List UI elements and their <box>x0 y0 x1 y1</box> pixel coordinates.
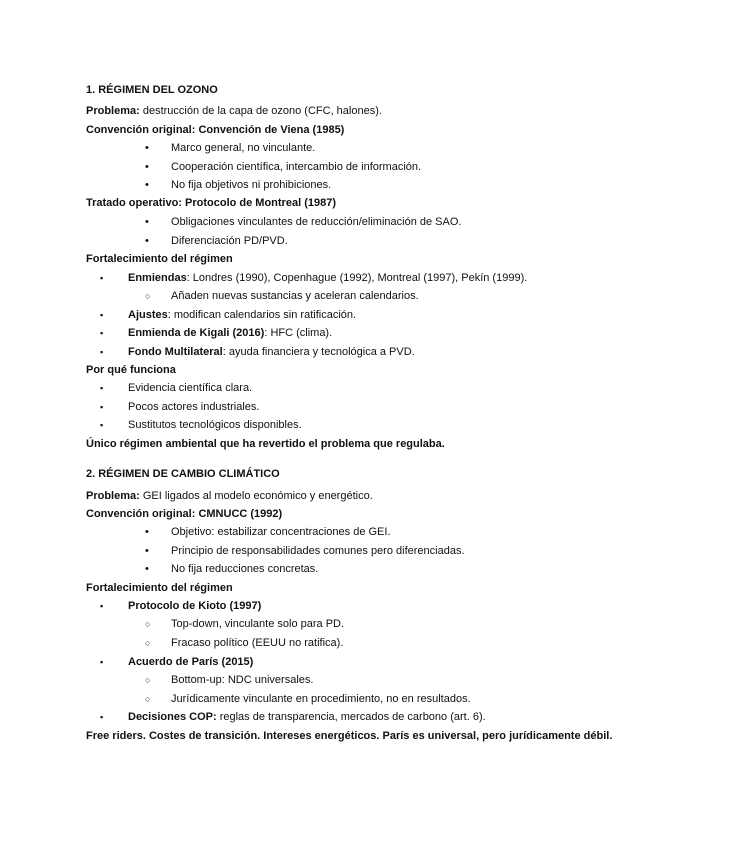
list-item: Fracaso político (EEUU no ratifica). <box>171 637 344 649</box>
kigali-line <box>128 326 332 340</box>
list-item: Evidencia científica clara. <box>128 382 253 394</box>
kioto-label: Protocolo de Kioto (1997) <box>128 600 262 612</box>
list-item: Cooperación científica, intercambio de información. <box>171 161 422 173</box>
cop-text: reglas de transparencia, mercados de carbono (art. 6). <box>216 711 486 723</box>
bullet-square: ▪ <box>100 712 104 722</box>
enmiendas-line <box>128 271 527 285</box>
bullet-square: ▪ <box>100 328 104 338</box>
ajustes-label: Ajustes <box>128 309 168 321</box>
bullet-square: ▪ <box>100 402 104 412</box>
cop-line <box>128 710 486 724</box>
convencion-label: Convención original: CMNUCC (1992) <box>86 508 283 520</box>
problema-label: Problema: <box>86 490 140 502</box>
list-item: Pocos actores industriales. <box>128 401 260 413</box>
problema-label: Problema: <box>86 105 140 117</box>
list-item: Sustitutos tecnológicos disponibles. <box>128 419 302 431</box>
bullet-disc: • <box>145 179 149 191</box>
list-item: Jurídicamente vinculante en procedimiento, no en resultados. <box>171 693 471 705</box>
fortalecimiento-label: Fortalecimiento del régimen <box>86 582 233 594</box>
list-item: Diferenciación PD/PVD. <box>171 235 288 247</box>
bullet-disc: • <box>145 545 149 557</box>
fortalecimiento-label: Fortalecimiento del régimen <box>86 253 233 265</box>
enmiendas-label: Enmiendas <box>128 272 187 284</box>
fondo-line <box>128 345 415 359</box>
ajustes-text: : modifican calendarios sin ratificación. <box>167 309 357 321</box>
kigali-label: Enmienda de Kigali (2016) <box>128 327 265 339</box>
ajustes-line <box>128 308 356 322</box>
ozono-conclusion: Único régimen ambiental que ha revertido el problema que regulaba. <box>86 438 445 450</box>
paris-label: Acuerdo de París (2015) <box>128 656 254 668</box>
bullet-square: ▪ <box>100 383 104 393</box>
bullet-circle: ○ <box>145 638 151 648</box>
bullet-disc: • <box>145 526 149 538</box>
list-item: Principio de responsabilidades comunes pero diferenciadas. <box>171 545 465 557</box>
bullet-square: ▪ <box>100 347 104 357</box>
bullet-square: ▪ <box>100 273 104 283</box>
section-heading-clima: 2. RÉGIMEN DE CAMBIO CLIMÁTICO <box>86 468 280 480</box>
problema-line <box>86 489 373 503</box>
list-item: Obligaciones vinculantes de reducción/eliminación de SAO. <box>171 216 462 228</box>
bullet-disc: • <box>145 216 149 228</box>
tratado-label: Tratado operativo: Protocolo de Montreal (1987) <box>86 197 336 209</box>
fondo-label: Fondo Multilateral <box>128 346 223 358</box>
problema-line <box>86 104 382 118</box>
bullet-circle: ○ <box>145 675 151 685</box>
bullet-disc: • <box>145 161 149 173</box>
problema-text: destrucción de la capa de ozono (CFC, halones). <box>139 105 382 117</box>
clima-conclusion: Free riders. Costes de transición. Intereses energéticos. París es universal, pero jurídicamente débil. <box>86 730 613 742</box>
bullet-circle: ○ <box>145 619 151 629</box>
section-heading-ozono: 1. RÉGIMEN DEL OZONO <box>86 84 218 96</box>
bullet-circle: ○ <box>145 694 151 704</box>
cop-label: Decisiones COP: <box>128 711 217 723</box>
bullet-disc: • <box>145 142 149 154</box>
list-item: Marco general, no vinculante. <box>171 142 316 154</box>
problema-text: GEI ligados al modelo económico y energético. <box>139 490 373 502</box>
list-item: Top-down, vinculante solo para PD. <box>171 618 345 630</box>
bullet-square: ▪ <box>100 310 104 320</box>
bullet-disc: • <box>145 563 149 575</box>
list-item: Añaden nuevas sustancias y aceleran calendarios. <box>171 290 419 302</box>
bullet-square: ▪ <box>100 601 104 611</box>
list-item: Objetivo: estabilizar concentraciones de GEI. <box>171 526 391 538</box>
porque-label: Por qué funciona <box>86 364 176 376</box>
bullet-circle: ○ <box>145 291 151 301</box>
list-item: No fija reducciones concretas. <box>171 563 319 575</box>
kigali-text: : HFC (clima). <box>264 327 333 339</box>
fondo-text: : ayuda financiera y tecnológica a PVD. <box>222 346 415 358</box>
bullet-square: ▪ <box>100 420 104 430</box>
list-item: No fija objetivos ni prohibiciones. <box>171 179 332 191</box>
convencion-label: Convención original: Convención de Viena (1985) <box>86 124 345 136</box>
enmiendas-text: : Londres (1990), Copenhague (1992), Montreal (1997), Pekín (1999). <box>186 272 528 284</box>
bullet-disc: • <box>145 235 149 247</box>
list-item: Bottom-up: NDC universales. <box>171 674 314 686</box>
bullet-square: ▪ <box>100 657 104 667</box>
